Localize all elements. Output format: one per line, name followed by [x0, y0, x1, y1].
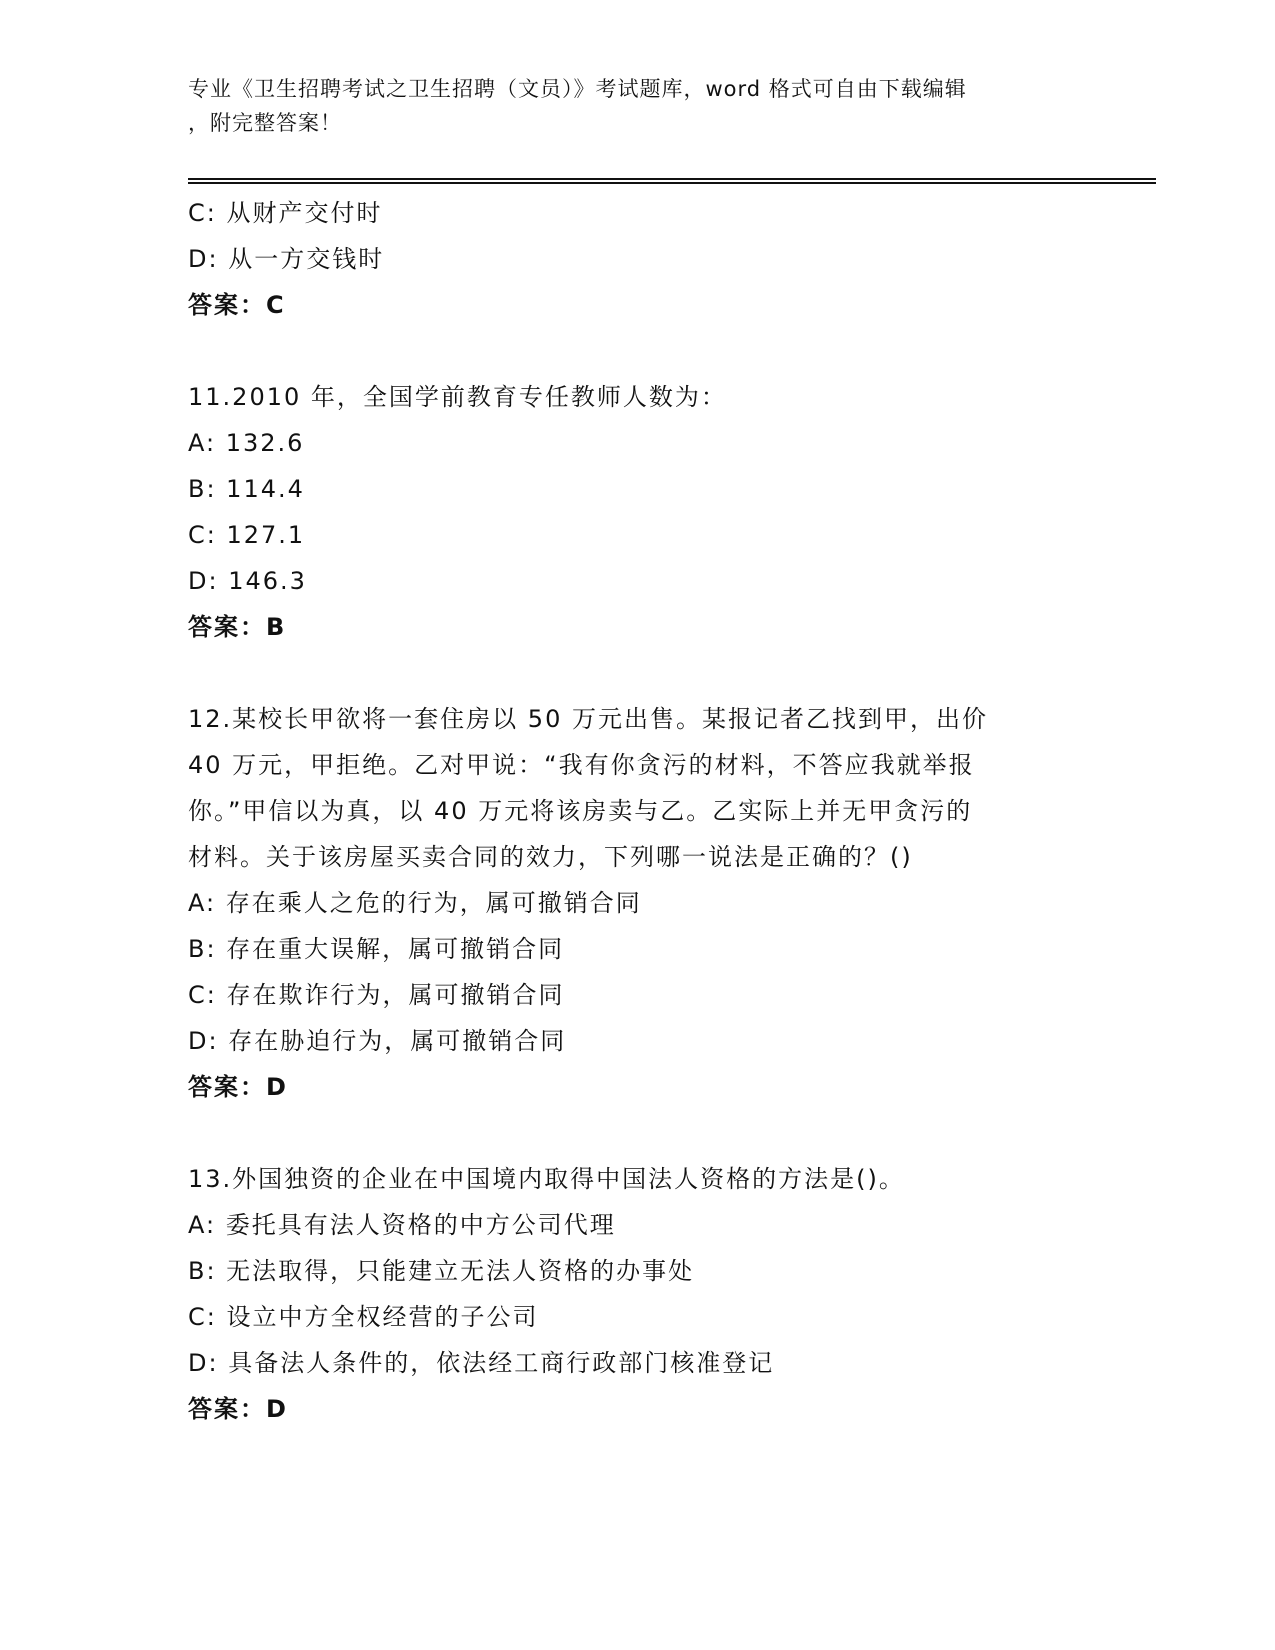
header-divider-bottom [188, 182, 1156, 184]
option-a: A: 存在乘人之危的行为，属可撤销合同 [188, 889, 642, 917]
answer-label: 答案： [188, 613, 266, 641]
option-d: D: 具备法人条件的，依法经工商行政部门核准登记 [188, 1349, 775, 1377]
question-gap [188, 650, 1088, 696]
question-stem-line: 12.某校长甲欲将一套住房以 50 万元出售。某报记者乙找到甲，出价 [188, 705, 988, 733]
question-stem: 11.2010 年，全国学前教育专任教师人数为： [188, 383, 727, 411]
answer-value: D [266, 1073, 288, 1101]
question-stem-line: 40 万元，甲拒绝。乙对甲说：“我有你贪污的材料，不答应我就举报 [188, 751, 975, 779]
question-gap [188, 328, 1088, 374]
option-a: A: 委托具有法人资格的中方公司代理 [188, 1211, 616, 1239]
option-c: C: 存在欺诈行为，属可撤销合同 [188, 981, 565, 1009]
question-stem-line: 你。”甲信以为真，以 40 万元将该房卖与乙。乙实际上并无甲贪污的 [188, 797, 973, 825]
answer-label: 答案： [188, 1395, 266, 1423]
option-b: B: 无法取得，只能建立无法人资格的办事处 [188, 1257, 695, 1285]
answer-line [188, 1064, 1088, 1110]
option-d: D: 存在胁迫行为，属可撤销合同 [188, 1027, 567, 1055]
header-divider-top [188, 178, 1156, 180]
question-10-tail [188, 190, 1088, 328]
option-b: B: 存在重大误解，属可撤销合同 [188, 935, 565, 963]
question-12 [188, 696, 1088, 1110]
answer-value: C [266, 291, 286, 319]
document-header [188, 72, 1088, 140]
answer-line [188, 282, 1088, 328]
option-c: C: 从财产交付时 [188, 199, 383, 227]
header-line-2: ，附完整答案！ [188, 111, 342, 135]
answer-value: D [266, 1395, 288, 1423]
option-c: C: 设立中方全权经营的子公司 [188, 1303, 539, 1331]
header-line-1: 专业《卫生招聘考试之卫生招聘（文员）》考试题库，word 格式可自由下载编辑 [188, 77, 967, 101]
option-b: B: 114.4 [188, 475, 305, 503]
answer-value: B [266, 613, 287, 641]
option-c: C: 127.1 [188, 521, 306, 549]
question-list [188, 190, 1088, 1432]
question-13 [188, 1156, 1088, 1432]
question-stem-line: 材料。关于该房屋买卖合同的效力，下列哪一说法是正确的？() [188, 843, 913, 871]
question-gap [188, 1110, 1088, 1156]
answer-line [188, 604, 1088, 650]
answer-label: 答案： [188, 291, 266, 319]
option-d: D: 146.3 [188, 567, 307, 595]
question-stem: 13.外国独资的企业在中国境内取得中国法人资格的方法是()。 [188, 1165, 905, 1193]
answer-line [188, 1386, 1088, 1432]
question-11 [188, 374, 1088, 650]
option-d: D: 从一方交钱时 [188, 245, 385, 273]
answer-label: 答案： [188, 1073, 266, 1101]
option-a: A: 132.6 [188, 429, 305, 457]
